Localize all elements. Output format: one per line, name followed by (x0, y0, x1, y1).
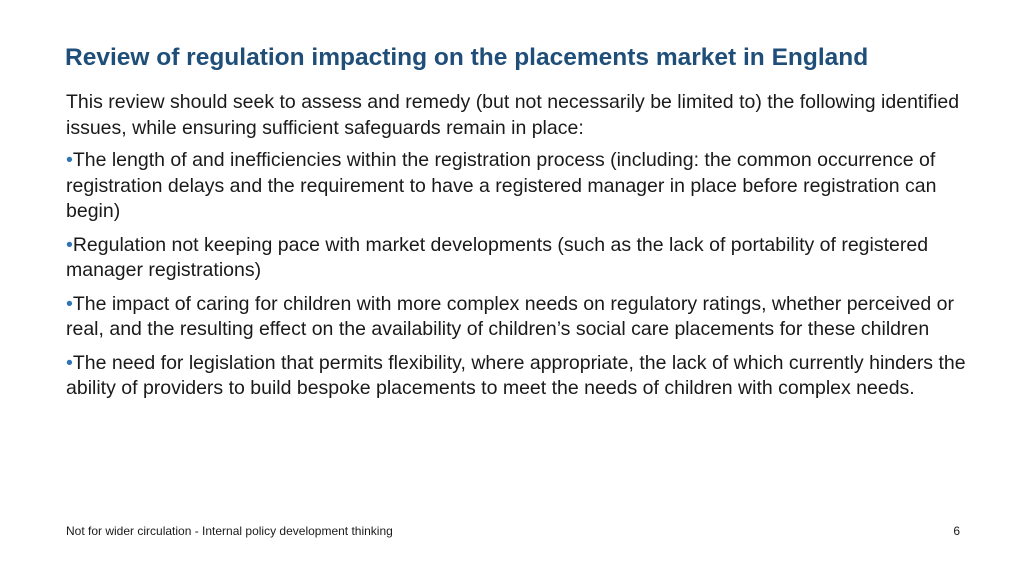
bullet-icon: • (66, 292, 73, 315)
slide-title: Review of regulation impacting on the placements market in England (65, 44, 869, 71)
bullet-icon: • (66, 351, 73, 374)
bullet-item (66, 292, 966, 343)
bullet-item (66, 351, 966, 402)
footer-note: Not for wider circulation - Internal policy development thinking (66, 524, 393, 538)
bullet-item (66, 233, 966, 284)
bullet-item (66, 148, 966, 225)
bullet-icon: • (66, 233, 73, 256)
bullet-text: The impact of caring for children with more complex needs on regulatory ratings, whether perceived or real, and the resulting effect on the availability of children’s social care placements for these children (66, 292, 955, 340)
slide-body (66, 90, 966, 410)
intro-paragraph: This review should seek to assess and remedy (but not necessarily be limited to) the following identified issues, while ensuring sufficient safeguards remain in place: (66, 91, 960, 139)
bullet-list (66, 148, 966, 402)
bullet-text: The need for legislation that permits flexibility, where appropriate, the lack of which currently hinders the ability of providers to build bespoke placements to meet the needs of children with complex needs. (66, 351, 966, 399)
bullet-text: Regulation not keeping pace with market developments (such as the lack of portability of registered manager registrations) (66, 233, 929, 281)
bullet-icon: • (66, 149, 73, 171)
bullet-text: The length of and inefficiencies within the registration process (including: the common occurrence of registration delays and the requirement to have a registered manager in place before registration can begin) (66, 149, 937, 222)
page-number: 6 (953, 524, 960, 538)
